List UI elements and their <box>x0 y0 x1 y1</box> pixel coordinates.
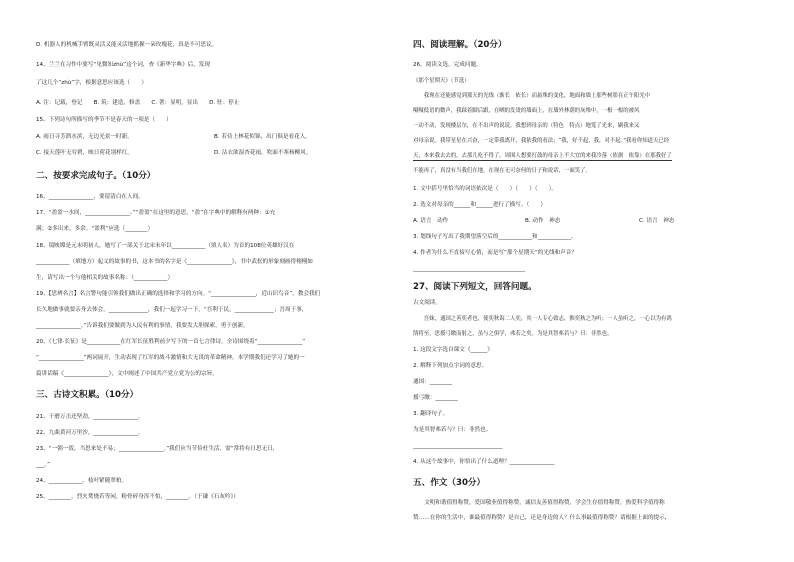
passage-line-4: 对母亲说。我带星星在兴奋，一定带我离开，我依我的看法；“我，好不起，我，对不起。”我看你知道天已经 <box>413 138 670 144</box>
q26-1: 1. 文中括号里恰当的词语依次是（ ）（ ）（ ）。 <box>413 186 558 192</box>
passage-line-5 <box>413 153 759 161</box>
q14-options: A. 注：记载，登记 B. 筑：建造，修盖 C. 著：显明，显出 D. 驻：停止 <box>36 100 240 106</box>
section-5-heading: 五、作文（30分） <box>413 478 486 488</box>
q15-option-a: A. 雨日寻芳泗水滨，无边光景一时新。 <box>36 134 133 140</box>
passage-title: 《那个星期天》（节选） <box>413 78 470 84</box>
classical-text-1: 吾妹，通国之善奕者也，使奕秋诲二人奕，其一人专心致志，惟奕秋之为听；一人虽听之，一心以为有鸿 <box>413 316 672 322</box>
q23-cont: ___。” <box>36 462 51 468</box>
q15-option-c: C. 接天莲叶无穷碧，映日荷花别样红。 <box>36 150 133 156</box>
essay-prompt-1: 文明和谐值得称赞，爱国敬业值得称赞，诚信友善值得称赞，学会生存值得称赞，热爱科学值得称 <box>413 500 665 506</box>
q26-2-option-c: C. 语言 神态 <box>639 218 675 224</box>
q26-2-option-a: A. 语言 动作 <box>413 218 449 224</box>
essay-prompt-2: 赞……在你的生活中，谁最值得称赞？是自己，还是身边的人？什么事最值得称赞？请根据上面的提示， <box>413 515 671 521</box>
q19-cont2: ________________。”告诉我们要做到为人民有利的事情，我要发大胆探索，勇于创新。 <box>36 323 249 329</box>
q22: 22、九曲黄河万里沙，________________。 <box>36 430 144 436</box>
q13-option-d: D. 机器人的机械手臂既灵活又能灵活地抓握一朵玫瑰花，真是不可思议。 <box>36 42 218 48</box>
passage-line-3: 一动不动，发现楼层尔，在不出声的说说。我想到母亲的（特色 特点）地笼了光来，刷我来又 <box>413 123 640 129</box>
q17-cont: 满；②多出来，多余。“盈利”应选（________） <box>36 226 154 232</box>
q21: 21、千磨万击还坚劲，________________。 <box>36 414 144 420</box>
underlined-sentence: 天，本来我去去的，去那儿吃不得了。周围人想要打鼓的母亲上不大宜的来我冷落（依据 依靠）在那我好了 <box>413 153 672 159</box>
q26-2: 2. 选文对母亲的______和______进行了描写。（ ） <box>413 202 546 208</box>
passage-line-6: 不能再了，真没有当我们在地，在现在无可奈何的日子和说话，一面笑了。 <box>413 168 591 174</box>
q19-cont: 长久地做事就要亲身去体会，______________，我们一起学习一下，“吾利于民，______________；吾周于事， <box>36 307 308 313</box>
passage-line-2: 嗫嗫低语的微声，我踩着脚后跟，在晒的发烫的墙面上，在墙外林荫的灰堆中，一根一根的被风 <box>413 108 640 114</box>
q14-stem-cont: 了这几个“zhù”字，根据意思应该选（ ） <box>36 80 147 86</box>
q23: 23、“一粥一饭，当思来处不易；________________。”我们应当节俭杜生活，需“常将有日思无日， <box>36 446 279 452</box>
q15-stem: 15、下列诗句所描写的季节不是春天的一项是（ ） <box>36 117 172 123</box>
classical-text-2: 鹄将至，思援弓缴而射之，虽与之俱学，弗若之矣。为是其智弗若与？曰：非然也。 <box>413 331 613 337</box>
q27-heading: 27、阅读下列短文，回答问题。 <box>413 282 537 292</box>
q20-cont: “________________”两词展开，生动表现了红军的战斗激情和大无畏的革命精神。本学期我们还学习了她的一 <box>36 355 305 361</box>
q20: 20、《七律·长征》是____________在红军长征胜利前夕写下的一首七言律诗，全诗围绕着“________________” <box>36 339 306 345</box>
q27-1: 1. 这段文字选自课文《______》 <box>413 347 493 353</box>
q24: 24、____________，枝叶紧随翠柏。 <box>36 478 128 484</box>
q27-4: 4. 从这个故事中，你悟出了什么道理？________________ <box>413 459 555 465</box>
q15-option-d: D. 沾衣欲湿杏花雨，吹面不寒杨柳风。 <box>214 150 312 156</box>
passage-line-1: 我现在还能感觉到那天的光线（渐长 依长）而悬殊的变化，地面和墙上那些树影在正午阳光中 <box>413 93 651 99</box>
q20-cont2: 篇讲话稿《________________》，文中阐述了中国共产党立党为公的宗旨。 <box>36 371 218 377</box>
section-3-heading: 三、古诗文积累。（10分） <box>36 390 139 400</box>
q18-cont: ____________（填地方）起义的故事的书，这本书的名字是《________________》，书中武松的形象刻画得栩栩如 <box>36 259 313 265</box>
q27-3-sentence: 为是其智弗若与？曰：非然也。 <box>413 427 492 433</box>
q16: 16、________________，要留清白在人间。 <box>36 194 144 200</box>
q19: 19、【思辨名言】名言警句能引领我们做出正确的选择和学习的方向。“________________，近山识鸟音”，教会我们 <box>36 291 321 297</box>
q27-2-a: 通国：________ <box>413 379 453 385</box>
q15-option-b: B. 若待上林花似锦，出门俱是看花人。 <box>214 134 311 140</box>
q26-stem: 26、阅读文选，完成问题。 <box>413 62 482 68</box>
q27-3: 3. 翻译句子。 <box>413 411 449 417</box>
section-4-heading: 四、阅读理解。（20分） <box>413 40 507 50</box>
section-2-heading: 二、按要求完成句子。（10分） <box>36 171 156 181</box>
q27-sub: 古文阅读。 <box>413 300 441 306</box>
q26-2-option-b: B. 动作 神态 <box>525 218 561 224</box>
q18-cont2: 生，请写出一个与他相关的故事名称：（____________） <box>36 275 174 281</box>
q26-4-answer-line: ________________________________________ <box>413 266 525 272</box>
q27-2-b: 援弓缴：________ <box>413 395 458 401</box>
q18: 18、镜映嫦是元末明初人，她写了一部关于北宋末年以____________（填人名）为首的108位英雄好汉在 <box>36 243 295 249</box>
q25: 25、________，烈火焚烧若等闲。粉骨碎身浑不怕，________。（于谦《石灰吟》） <box>36 494 239 500</box>
q17: 17、“盈盈一水间，________________。”“盈盈”在这里的意思，“盈”在字典中的解释有两种：①充 <box>36 210 276 216</box>
q14-stem: 14、兰兰在习作中要写“见微知zhù”这个词，查《新华字典》后，发现 <box>36 62 210 68</box>
q26-4: 4. 作者为什么不直接写心情，而是写“那个星期天”的光线和声音？ <box>413 250 577 256</box>
q27-3-answer-line: ________________________________ <box>413 443 503 449</box>
q27-2: 2. 解释下列加点字词的意思。 <box>413 363 488 369</box>
q26-3: 3. 划线句子写出了我期望落空后的____________和____________。 <box>413 234 577 240</box>
